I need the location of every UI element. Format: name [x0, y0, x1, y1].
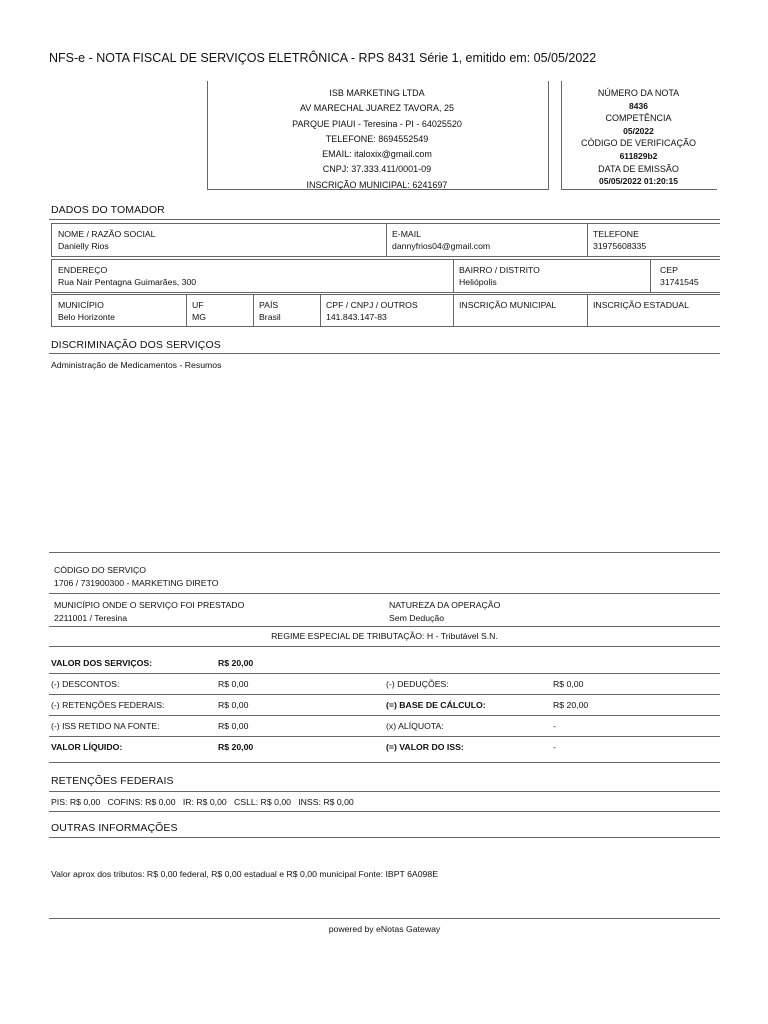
emitente-inscricao: INSCRIÇÃO MUNICIPAL: 6241697	[306, 179, 448, 190]
divider	[49, 762, 720, 763]
divider	[49, 219, 720, 220]
divider	[49, 736, 720, 737]
servico-codigo-label: CÓDIGO DO SERVIÇO	[54, 565, 147, 575]
page-title: NFS-e - NOTA FISCAL DE SERVIÇOS ELETRÔNICA - RPS 8431 Série 1, emitido em: 05/05/2022	[49, 51, 597, 65]
deducoes-label: (-) DEDUÇÕES:	[386, 679, 449, 689]
servico-municipio-label: MUNICÍPIO ONDE O SERVIÇO FOI PRESTADO	[54, 600, 245, 610]
tomador-section-title: DADOS DO TOMADOR	[51, 204, 165, 216]
tomador-bairro: Heliópolis	[459, 277, 497, 287]
tomador-cpf-label: CPF / CNPJ / OUTROS	[326, 300, 418, 310]
divider	[49, 353, 720, 354]
footer-powered-by: powered by eNotas Gateway	[328, 924, 441, 934]
tomador-email: dannyfrios04@gmail.com	[392, 241, 491, 251]
tomador-nome: Danielly Rios	[58, 241, 109, 251]
tomador-pais: Brasil	[259, 312, 281, 322]
iss-retido: R$ 0,00	[218, 721, 249, 731]
tomador-nome-label: NOME / RAZÃO SOCIAL	[58, 229, 156, 239]
valor-iss-label: (=) VALOR DO ISS:	[386, 742, 464, 752]
emitente-bairro: PARQUE PIAUI - Teresina - PI - 64025520	[292, 118, 462, 129]
divider	[49, 694, 720, 695]
divider	[49, 673, 720, 674]
aliquota: -	[553, 721, 556, 731]
divider	[49, 593, 720, 594]
tomador-im-label: INSCRIÇÃO MUNICIPAL	[459, 300, 557, 310]
descontos: R$ 0,00	[218, 679, 249, 689]
base-calculo-label: (=) BASE DE CÁLCULO:	[386, 700, 486, 710]
tomador-endereco: Rua Nair Pentagna Guimarães, 300	[58, 277, 197, 287]
tomador-uf: MG	[192, 312, 206, 322]
valor-liquido: R$ 20,00	[218, 742, 254, 752]
nota-numero-label: NÚMERO DA NOTA	[597, 88, 680, 98]
tomador-uf-label: UF	[192, 300, 204, 310]
tomador-endereco-label: ENDEREÇO	[58, 265, 108, 275]
tomador-bairro-label: BAIRRO / DISTRITO	[459, 265, 540, 275]
tomador-pais-label: PAÍS	[259, 300, 279, 310]
nota-emissao-label: DATA DE EMISSÃO	[598, 163, 679, 174]
retencoes-label: (-) RETENÇÕES FEDERAIS:	[51, 700, 165, 710]
valor-iss: -	[553, 742, 556, 752]
regime-tributacao: REGIME ESPECIAL DE TRIBUTAÇÃO: H - Tributável S.N.	[271, 631, 498, 641]
servicos-descricao: Administração de Medicamentos - Resumos	[51, 360, 222, 370]
servico-municipio: 2211001 / Teresina	[54, 613, 128, 623]
divider	[49, 715, 720, 716]
retencoes: R$ 0,00	[218, 700, 249, 710]
nota-codigo-label: CÓDIGO DE VERIFICAÇÃO	[580, 138, 696, 149]
divider	[49, 791, 720, 792]
natureza-label: NATUREZA DA OPERAÇÃO	[389, 600, 501, 610]
emitente-telefone: TELEFONE: 8694552549	[325, 133, 429, 144]
divider	[49, 552, 720, 553]
servicos-section-title: DISCRIMINAÇÃO DOS SERVIÇOS	[51, 339, 221, 351]
tomador-telefone-label: TELEFONE	[593, 229, 639, 239]
natureza: Sem Dedução	[389, 613, 445, 623]
emitente-info	[207, 86, 547, 193]
emitente-razao: ISB MARKETING LTDA	[329, 88, 425, 98]
nota-numero: 8436	[629, 100, 648, 111]
divider	[49, 811, 720, 812]
emitente-email: EMAIL: italoxix@gmail.com	[322, 149, 432, 160]
tomador-ie-label: INSCRIÇÃO ESTADUAL	[593, 300, 689, 310]
divider	[49, 837, 720, 838]
tomador-municipio-label: MUNICÍPIO	[58, 300, 104, 310]
outras-texto: Valor aprox dos tributos: R$ 0,00 federal, R$ 0,00 estadual e R$ 0,00 municipal Fonte: IBPT 6A098E	[51, 869, 438, 879]
tomador-cpf: 141.843.147-83	[326, 312, 387, 322]
nota-competencia-label: COMPETÊNCIA	[605, 113, 672, 124]
outras-section-title: OUTRAS INFORMAÇÕES	[51, 822, 178, 834]
valor-liquido-label: VALOR LÍQUIDO:	[51, 742, 123, 752]
aliquota-label: (x) ALÍQUOTA:	[386, 721, 444, 731]
tomador-cep-label: CEP	[660, 265, 678, 275]
divider	[49, 646, 720, 647]
iss-retido-label: (-) ISS RETIDO NA FONTE:	[51, 721, 160, 731]
nota-info	[561, 87, 716, 188]
emitente-cnpj: CNPJ: 37.333.411/0001-09	[322, 164, 432, 175]
valor-servicos-label: VALOR DOS SERVIÇOS:	[51, 658, 153, 668]
divider	[49, 918, 720, 919]
nota-emissao: 05/05/2022 01:20:15	[599, 176, 678, 187]
divider	[49, 626, 720, 627]
nota-codigo: 611829b2	[619, 150, 658, 161]
emitente-endereco: AV MARECHAL JUAREZ TAVORA, 25	[299, 103, 455, 114]
descontos-label: (-) DESCONTOS:	[51, 679, 120, 689]
tomador-cep: 31741545	[660, 277, 699, 287]
retencoes-detalhe: PIS: R$ 0,00 COFINS: R$ 0,00 IR: R$ 0,00 CSLL: R$ 0,00 INSS: R$ 0,00	[51, 797, 354, 807]
valor-servicos: R$ 20,00	[218, 658, 254, 668]
nota-competencia: 05/2022	[623, 125, 654, 136]
tomador-municipio: Belo Horizonte	[58, 312, 115, 322]
base-calculo: R$ 20,00	[553, 700, 589, 710]
deducoes: R$ 0,00	[553, 679, 584, 689]
retencoes-section-title: RETENÇÕES FEDERAIS	[51, 775, 174, 787]
tomador-email-label: E-MAIL	[392, 229, 421, 239]
tomador-telefone: 31975608335	[593, 241, 647, 251]
servico-codigo: 1706 / 731900300 - MARKETING DIRETO	[54, 578, 219, 588]
